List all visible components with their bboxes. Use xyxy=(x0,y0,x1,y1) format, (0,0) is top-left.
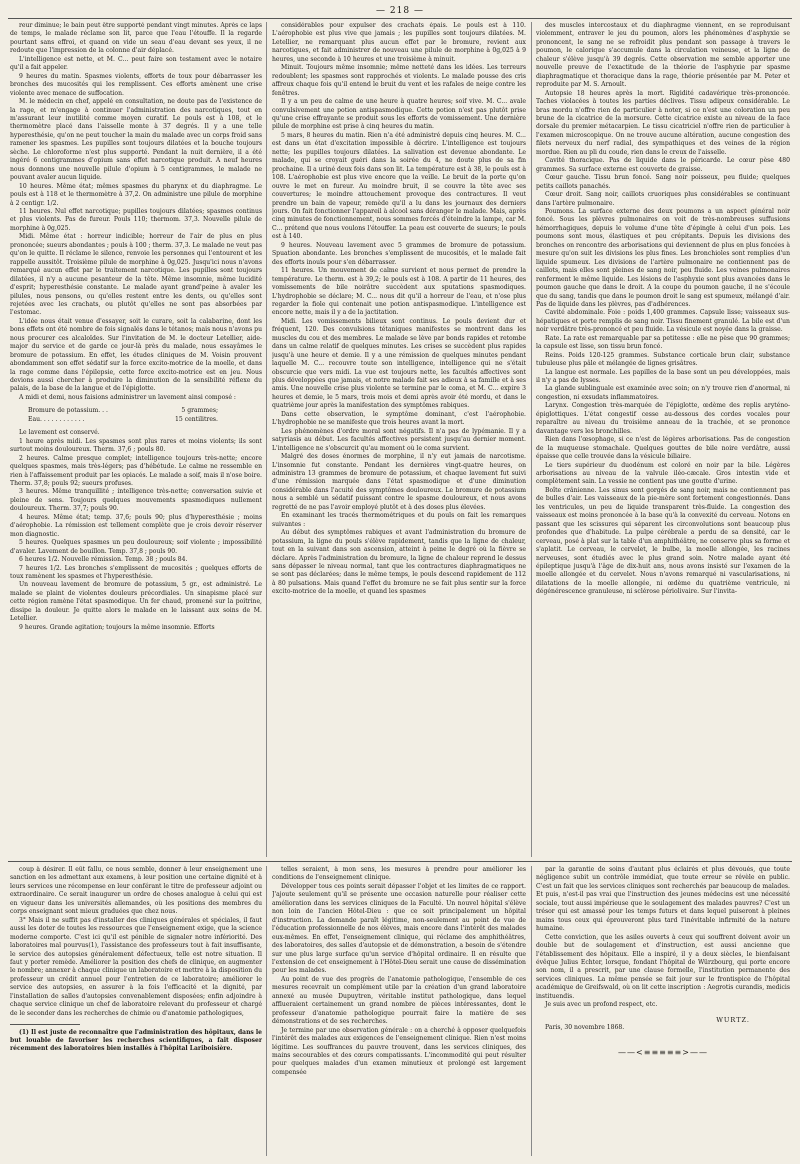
paragraph: des muscles intercostaux et du diaphragme viennent, en se reproduisant violemment, entraver le jeu du poumon, alors les phénomènes d'asphyxie se prononcent, le sang ne se refroidit plus pendant son passage à travers le poumon, le calorique s'accumule dans la circulation veineuse, et la ligne de chaleur s'élève jusqu'à 39 degrés. Cette observation me semble apporter une nouvelle preuve de l'exactitude de la théorie de l'asphyxie par spasme diaphragmatique et thoracique dans la rage, théorie présentée par M. Peter et reproduite par M. S. Arnoult. xyxy=(536,22,790,89)
paragraph: M. le médecin en chef, appelé en consultation, ne doute pas de l'existence de la rage, et m'engage à continuer l'administration des narcotiques, tout en m'assurant leur inutilité comme moyen curatif. Le pouls est à 108, et le thermomètre placé dans l'aisselle monte à 37 degrés. Il y a une telle hyperesthésie, qu'on ne peut toucher la main du malade avec un corps froid sans ramener les spasmes. Les pupilles sont toujours dilatées et la bouche toujours sèche. Le chloroforme n'est plus supporté. Pendant la nuit dernière, il a été ingéré 6 centigrammes d'opium sans effet narcotique produit. A neuf heures nous donnons une nouvelle pilule d'opium à 5 centigrammes, le malade ne pouvant avaler aucun liquide. xyxy=(10,98,262,182)
paragraph: Un nouveau lavement de bromure de potassium, 5 gr., est administré. Le malade se plaint de violentes douleurs précordiales. Un sinapisme placé sur cette région ramène l'état spasmodique. Un fer chaud, promené sur la poitrine, dissipe la douleur. Je quitte alors le malade en le laissant aux soins de M. Letellier. xyxy=(10,581,262,623)
paragraph: Malgré des doses énormes de morphine, il n'y eut jamais de narcotisme. L'insomnie fut constante. Pendant les dernières vingt-quatre heures, on administra 13 grammes de bromure de potassium, et chaque lavement fut suivi d'une rémission marquée dans l'état spasmodique et d'une diminution considérable dans l'acuité des symptômes douloureux. Le bromure de potassium nous a semblé un sédatif puissant contre le spasme douloureux, et nous avons regretté de ne pas l'avoir employé plutôt et à des doses plus élevées. xyxy=(272,453,526,511)
paragraph: Boîte crânienne. Les sinus sont gorgés de sang noir, mais ne contiennent pas de bulles d'air. Les vaisseaux de la pie-mère sont fortement congestionnés. Dans les ventricules, un peu de liquide transparent très-fluide. La congestion des vaisseaux est moins prononcée à la base qu'à la convexité du cerveau. Notons en passant que les scissures qui séparent les circonvolutions sont beaucoup plus profondes que d'habitude. La pulpe cérébrale a perdu de sa densité, car le cerveau, posé à plat sur la table d'un amphithéâtre, ne conserve plus sa forme et s'aplatit. Le cerveau, le cervelet, le bulbe, la moelle allongée, les racines nerveuses, sont étudiés avec le plus grand soin. Notre malade ayant été épileptique jusqu'à l'âge de dix-huit ans, nous avons insisté sur l'examen de la moelle allongée et du cervelet. Nous n'avons remarqué ni vascularisations, ni dilatations de la moelle allongée, ni œdème du quatrième ventricule, ni dégénérescence granuleuse, ni sclérose périolivaire. Sur l'invita- xyxy=(536,486,790,596)
paragraph: Minuit. Toujours même insomnie; même netteté dans les idées. Les terreurs redoublent; les spasmes sont rapprochés et violents. Le malade pousse des cris affreux chaque fois qu'il entend le bruit du vent et les rafales de neige contre les fenêtres. xyxy=(272,64,526,97)
paragraph: Il y a un peu de calme de une heure à quatre heures; soif vive. M. C... avale convulsivement une potion antispasmodique. Cette potion n'est pas plutôt prise qu'une crise effrayante se produit sous les efforts de vomissement. Une dernière pilule de morphine est prise à cinq heures du matin. xyxy=(272,98,526,131)
footnote-rule xyxy=(10,1024,80,1025)
paragraph: considérables pour expulser des crachats épais. Le pouls est à 110. L'aérophobie est plus vive que jamais ; les pupilles sont toujours dilatées. M. Letellier, ne remarquant plus aucun effet par le bromure, revient aux narcotiques, et fait administrer de nouveau une pilule de morphine à 0g,025 à 9 heures, une seconde à 10 heures et une troisième à minuit. xyxy=(272,22,526,63)
paragraph: Au point de vue des progrès de l'anatomie pathologique, l'ensemble de ces mesures recevrait un complément utile par la création d'un grand laboratoire annexé au musée Dupuytren, véritable institut pathologique, dans lequel afflueraient certainement un grand nombre de pièces intéressantes, dont le professeur d'anatomie pathologique pourrait faire la matière de ses démonstrations et de ses recherches. xyxy=(272,975,526,1026)
paragraph: Je suis avec un profond respect, etc. xyxy=(545,1001,658,1009)
paragraph: 5 mars, 8 heures du matin. Rien n'a été administré depuis cinq heures. M. C... est dans un état d'excitation impossible à décrire. L'intelligence est toujours nette; les pupilles toujours dilatées. La salivation est devenue abondante. Le malade, qui se croyait guéri dans la soirée du 4, ne doute plus de sa fin prochaine. Il a uriné deux fois dans son lit. La température est à 38, le pouls est à 108. L'aérophobie est plus vive encore que la veille. Le bruit de la porte qu'on ouvre le met en fureur. Au moindre bruit, il se couvre la tête avec ses couvertures; le moindre attouchement provoque des contractures. Il veut prendre un bain de vapeur, remède qu'il a lu dans les journaux des derniers jours. On fait fonctionner l'appareil à alcool sans déranger le malade. Mais, après cinq minutes de fonctionnement, nous sommes forcés d'éteindre la lampe, car M. C... prétend que nous voulons l'étouffer. La peau est couverte de sueurs; le pouls est à 140. xyxy=(272,131,526,241)
footnote: (1) Il est juste de reconnaître que l'administration des hôpitaux, dans le but louable de favoriser les recherches scientifiques, a fait disposer récemment des laboratoires bien installés à l'hôpital Lariboisière. xyxy=(10,1029,262,1053)
paragraph: Le tiers supérieur du duodénum est coloré en noir par la bile. Légères arborisations au niveau de la valvule iléo-cæcale. Gros intestin vide et complètement sain. La vessie ne contient pas une goutte d'urine. xyxy=(536,461,790,486)
paragraph: 2 heures. Calme presque complet; intelligence toujours très-nette; encore quelques spasmes, mais très-légers; pas d'hébétude. Le calme ne ressemble en rien à l'affaissement produit par les opiacés. Le malade a soif, mais il n'ose boire. Therm. 37,8; pouls 92; sueurs profuses. xyxy=(10,454,262,488)
header-rule xyxy=(8,18,792,19)
paragraph: 1 heure après midi. Les spasmes sont plus rares et moins violents; ils sont surtout moins douloureux. Therm. 37,6 ; pouls 80. xyxy=(10,437,262,454)
paragraph: Cœur droit. Sang noir, caillots cruoriques plus considérables se continuant dans l'artère pulmonaire. xyxy=(536,191,790,207)
section-rule xyxy=(8,861,792,862)
paragraph: 10 heures. Même état; mêmes spasmes du pharynx et du diaphragme. Le pouls est à 118 et le thermomètre à 37,2. On administre une pilule de morphine à 2 centigr. 1/2. xyxy=(10,182,262,207)
formula-ingredient: Bromure de potassium. . . xyxy=(28,407,108,415)
formula-amount: 15 centilitres. xyxy=(175,415,218,423)
paragraph: Cavité abdominale. Foie : poids 1,400 grammes. Capsule lisse; vaisseaux sus-hépatiques et porte remplis de sang noir. Tissu finement granulé. La bile est d'un noir verdâtre très-prononcé et peu fluide. La vésicule est noyée dans la graisse. xyxy=(536,309,790,334)
bottom-column-2 xyxy=(272,866,526,1156)
paragraph: 5 heures. Quelques spasmes un peu douloureux; soif violente ; impossibilité d'avaler. Lavement de bouillon. Temp. 37,8 ; pouls 90. xyxy=(10,539,262,555)
paragraph: reur diminue; le bain peut être supporté pendant vingt minutes. Après ce laps de temps, le malade réclame son lit, parce que l'eau l'étouffe. Il la regarde pourtant sans effroi, et quand on vide un seau d'eau devant ses yeux, il ne redoute que l'impression de la colonne d'air déplacé. xyxy=(10,22,262,55)
paragraph: 3 heures. Même tranquillité ; intelligence très-nette; conversation suivie et pleine de sens. Toujours quelques mouvements spasmodiques nullement douloureux. Therm. 37,7; pouls 90. xyxy=(10,488,262,513)
paragraph: 9 heures du matin. Spasmes violents, efforts de toux pour débarrasser les bronches des mucosités qui les remplissent. Ces efforts amènent une crise violente avec menace de suffocation. xyxy=(10,72,262,97)
paragraph: Développer tous ces points serait dépasser l'objet et les limites de ce rapport. J'ajoute seulement qu'il se présente une occasion naturelle pour réaliser cette amélioration dans les services cliniques de la Faculté. Un nouvel hôpital s'élève non loin de l'ancien Hôtel-Dieu : que ce soit principalement un hôpital d'instruction. La demande paraît légitime, non-seulement au point de vue de l'éducation professionnelle de nos élèves, mais encore dans l'intérêt des malades eux-mêmes. En effet, l'enseignement clinique, qui réclame des amphithéâtres, des laboratoires, des salles d'autopsie et de démonstration, a besoin de s'étendre sur une plus large surface qu'un service d'hôpital ordinaire. Il en résulte que l'extension de cet enseignement à l'Hôtel-Dieu serait une cause de dissémination pour les malades. xyxy=(272,882,526,975)
paragraph: Rate. La rate est remarquable par sa petitesse : elle ne pèse que 90 grammes; la capsule est lisse, son tissu brun foncé. xyxy=(536,334,790,351)
paragraph: Reins. Poids 120-125 grammes. Substance corticale brun clair, substance tubuleuse plus pâle et mélangée de lignes grisâtres. xyxy=(536,351,790,368)
bottom-column-3 xyxy=(536,866,790,1156)
column-1 xyxy=(10,22,262,857)
paragraph: 4 heures. Même état; temp. 37,6; pouls 90; plus d'hyperesthésie ; moins d'aérophobie. La rémission est tellement complète que je crois devoir réserver mon diagnostic. xyxy=(10,513,262,538)
paragraph: L'idée nous était venue d'essayer, soit le curare, soit la calabarine, dont les bons effets ont été nombre de fois signalés dans le tétanos; mais nous n'avons pu nous procurer ces alcaloïdes. Sur l'invitation de M. le docteur Letellier, aide-major du service et de garde ce jour-là près du malade, nous essayâmes le bromure de potassium. En effet, les études cliniques de M. Voisin prouvent abondamment son effet sédatif sur la force excito-motrice de la moelle, et dans la rage comme dans l'épilepsie, cette force excito-motrice est en jeu. Nous devions aussi chercher à produire la diminution de la sensibilité réflexe du palais, de la base de la langue et de l'épiglotte. xyxy=(10,317,262,393)
column-divider xyxy=(266,866,267,1156)
column-3 xyxy=(536,22,790,857)
paragraph: coup à désirer. Il eût fallu, ce nous semble, donner à leur enseignement une sanction en les admettant aux examens, à leur position une certaine dignité et à leurs services une récompense en leur conférant le titre de professeur adjoint ou extraordinaire. Ce serait inaugurer un ordre de choses analogue à celui qui est en vigueur dans les universités allemandes, où les positions des membres du corps enseignant sont mieux graduées que chez nous. xyxy=(10,866,262,916)
formula-ingredient: Eau. . . . . . . . . . . . xyxy=(28,415,85,423)
paragraph: par la garantie de soins d'autant plus éclairés et plus dévoués, que toute négligence subit un contrôle immédiat, que toute erreur se révèle en public. C'est un fait que les services cliniques sont recherchés par beaucoup de malades. Et puis, n'est-il pas vrai que l'instruction des jeunes médecins est une nécessité sociale, tout aussi impérieuse que le soulagement des malades pauvres? C'est un trésor qui est amassé pour les temps futurs et dans lequel puiseront à pleines mains tous ceux qui éprouveront plus tard l'inévitable infirmité de la nature humaine. xyxy=(536,866,790,933)
paragraph: 6 heures 1/2. Nouvelle rémission. Temp. 38 ; pouls 84. xyxy=(19,556,188,564)
ornament-divider: ——<≡≡≡≡≡>—— xyxy=(618,1047,708,1057)
paragraph: Larynx. Congestion très-marquée de l'épiglotte, œdème des replis aryténo-épiglottiques. L'état congestif cesse au-dessous des cordes vocales pour reparaître au niveau du troisième anneau de la trachée, et se prononce davantage vers les bronchilles. xyxy=(536,402,790,435)
paragraph: Autopsie 18 heures après la mort. Rigidité cadavérique très-prononcée. Taches violacées à toutes les parties déclives. Tissu adipeux considérable. Le bras mordu n'offre rien de particulier à noter, si ce n'est une coloration un peu brune de la cicatrice de la morsure. Cette cicatrice existe au niveau de la face dorsale du premier métacarpien. Le tissu cicatriciel n'offre rien de particulier à l'examen microscopique. On ne trouve aucune altération, aucune congestion des filets nerveux du nerf radial, des sympathiques et des veines de la région mordue. Rien au pli du coude, rien dans le creux de l'aisselle. xyxy=(536,89,790,156)
paragraph: Cœur gauche. Tissu brun foncé. Sang noir poisseux, peu fluide; quelques petits caillots panachés. xyxy=(536,174,790,190)
page-number: — 218 — xyxy=(376,6,424,16)
paragraph: Je termine par une observation générale : on a cherché à opposer quelquefois l'intérêt des malades aux exigences de l'enseignement clinique. Rien n'est moins légitime. Les souffrances du pauvre trouvent, dans les services cliniques, des mains secourables et des cœurs compatissants. L'incommodité qui peut résulter pour quelques malades d'un examen minutieux et prolongé est largement compensée xyxy=(272,1026,526,1076)
paragraph: 3° Mais il ne suffit pas d'installer des cliniques générales et spéciales, il faut aussi les doter de toutes les ressources que l'enseignement exige, que la science moderne comporte. C'est ici qu'il est pénible de signaler notre infériorité. Des laboratoires mal pourvus(1), l'assistance des professeurs tout à fait insuffisante, le service des autopsies généralement défectueux, telle est notre situation. Il faut y porter remède. Améliorer la position des chefs de clinique, en augmenter le nombre; annexer à chaque clinique un laboratoire et mettre à la disposition du professeur un crédit annuel pour l'entretien de ce laboratoire; améliorer le service des autopsies, en assurer à la fois l'efficacité et la dignité, par l'installation de salles d'autopsies convenablement disposées; enfin adjoindre à chaque service clinique un chef de laboratoire relevant du professeur et chargé de le seconder dans les recherches de chimie ou d'anatomie pathologiques, xyxy=(10,916,262,1017)
column-2 xyxy=(272,22,526,857)
paragraph: telles seraient, à mon sens, les mesures à prendre pour améliorer les conditions de l'enseignement clinique. xyxy=(272,866,526,882)
paragraph: 9 heures. Nouveau lavement avec 5 grammes de bromure de potassium. Spuation abondante. Les bronches s'emplissent de mucosités, et le malade fait des efforts inouïs pour s'en débarrasser. xyxy=(272,241,526,266)
paragraph: Cette conviction, que les asiles ouverts à ceux qui souffrent doivent avoir un double but de soulagement et d'instruction, est aussi ancienne que l'établissement des hôpitaux. Elle a inspiré, il y a deux siècles, le bienfaisant évêque Julius Echter, lorsque, fondant l'hôpital de Würzbourg, qui porte encore son nom, il a prescrit, par une clause formelle, l'institution permanente des services cliniques. La même pensée se fait jour sur le frontispice de l'hôpital académique de Greifswald, où on lit cette inscription : Aegrotis curandis, medicis instituendis. xyxy=(536,933,790,1000)
formula-amount: 5 grammes; xyxy=(181,407,218,415)
formula-row xyxy=(28,416,218,424)
paragraph: L'intelligence est nette, et M. C... peut faire son testament avec le notaire qu'il a fait appeler. xyxy=(10,55,262,72)
paragraph: Poumons. La surface externe des deux poumons a un aspect général noir foncé. Sous les plèvres pulmonaires on voit de très-nombreuses suffusions hémorrhagiques, depuis le volume d'une tête d'épingle à celui d'un pois. Les poumons sont mous, élastiques et peu crépitants. Depuis les divisions des bronches on rencontre des arborisations qui deviennent de plus en plus foncées à mesure qu'on suit les divisions les plus fines. Les bronchioles sont remplies d'un liquide spumeux. Les divisions de l'artère pulmonaire ne contiennent pas de caillots, mais elles sont pleines de sang noir, peu fluide. Les veines pulmonaires renferment le même liquide. Les lésions de l'asphyxie sont plus avancées dans le poumon gauche que dans le droit. A la coupe du poumon gauche, il ne s'écoule que du sang, tandis que dans le poumon droit le sang est spumeux, mélangé d'air. Pas de liquide dans les plèvres, pas d'adhérences. xyxy=(536,207,790,308)
paragraph: Rien dans l'œsophage, si ce n'est de légères arborisations. Pas de congestion de la muqueuse stomachale. Quelques gouttes de bile noire verdâtre, aussi épaisse que celle trouvée dans la vésicule biliaire. xyxy=(536,436,790,461)
column-divider xyxy=(531,866,532,1156)
column-divider xyxy=(266,22,267,857)
paragraph: La langue est normale. Les papilles de la base sont un peu développées, mais il n'y a pas de lysses. xyxy=(536,368,790,385)
paragraph: Midi. Les vomissements bilieux sont continus. Le pouls devient dur et fréquent, 120. Des convulsions tétaniques manifestes se montrent dans les muscles du cou et des membres. Le malade se lève par bonds rapides et retombe dans un calme relatif de quelques minutes. Les crises se succèdent plus rapides jusqu'à une heure et demie. Il y a une rémission de quelques minutes pendant laquelle M. C... recouvre toute son intelligence, intelligence qui ne s'était obscurcie que vers midi. La vue est toujours nette, les facultés affectives sont plus développées que jamais, et notre malade fait ses adieux à sa famille et à ses amis. Une nouvelle crise plus violente se termine par le coma, et M. C... expire 3 heures et demie, le 5 mars, trois mois et demi après avoir été mordu, et dans le quatrième jour après la manifestation des symptômes rabiques. xyxy=(272,317,526,410)
formula-table xyxy=(28,407,218,424)
paragraph: Dans cette observation, le symptôme dominant, c'est l'aérophobie. L'hydrophobie ne se manifeste que trois heures avant la mort. xyxy=(272,410,526,427)
paragraph: Midi. Même état : horreur indicible; horreur de l'air de plus en plus prononcée; sueurs abondantes ; pouls à 100 ; therm. 37,3. Le malade ne veut pas qu'on le quitte. Il réclame le silence, renvoie les personnes qui l'entourent et les rappelle aussitôt. Troisième pilule de morphine à 0g,025. Jusqu'ici nous n'avons remarqué aucun effet par le traitement narcotique. Les pupilles sont toujours dilatées, il n'y a aucune pesanteur de la tête. Même insomnie, même lucidité d'esprit; hyperesthésie constante. Le malade ayant grand'peine à avaler les pilules, nous pensons, ou qu'elles restent entre les dents, ou qu'elles sont rejetées avec les crachats, ou plutôt qu'elles ne sont pas absorbées par l'estomac. xyxy=(10,233,262,317)
paragraph: En examinant les tracés thermométriques et du pouls on fait les remarques suivantes : xyxy=(272,512,526,528)
signature: WURTZ. xyxy=(716,1015,750,1024)
paragraph: 11 heures. Un mouvement de calme survient et nous permet de prendre la température. Le therm. est à 39,2; le pouls est à 108. A partir de 11 heures, des vomissements de bile noirâtre succèdent aux sputations spasmodiques. L'hydrophobie se déclare; M. C... nous dit qu'il a horreur de l'eau, et n'ose plus regarder la fiole qui contenait une potion antispasmodique. L'intelligence est encore nette, mais il y a de la jactitation. xyxy=(272,267,526,317)
paragraph: 11 heures. Nul effet narcotique; pupilles toujours dilatées; spasmes continus et plus violents. Pas de fureur. Pouls 110; thermom. 37,3. Nouvelle pilule de morphine à 0g,025. xyxy=(10,207,262,232)
formula-row xyxy=(28,407,218,415)
paragraph: A midi et demi, nous faisions administrer un lavement ainsi composé : xyxy=(19,393,236,401)
bottom-column-1 xyxy=(10,866,262,1156)
paragraph: 9 heures. Grande agitation; toujours la même insomnie. Efforts xyxy=(19,623,215,631)
column-divider xyxy=(531,22,532,857)
paragraph: 7 heures 1/2. Les bronches s'emplissent de mucosités ; quelques efforts de toux ramènent les spasmes et l'hyperesthésie. xyxy=(10,564,262,580)
paragraph: Le lavement est conservé. xyxy=(19,429,100,437)
paragraph: Au début des symptômes rabiques et avant l'administration du bromure de potassium, la ligne du pouls s'élève rapidement, tandis que la ligne de chaleur, tout en la suivant dans son ascension, atteint à peine le degré où la fièvre se déclare. Après l'administration du bromure, la ligne de chaleur reprend le dessus sans dépasser le niveau normal, tant que les contractures diaphragmatiques ne se sont pas déclarées; dans le même temps, le pouls descend rapidement de 112 à 80 pulsations. Mais quand l'effet du bromure ne se fait plus sentir sur la force excito-motrice de la moelle, et quand les spasmes xyxy=(272,529,526,596)
paragraph: Cavité thoracique. Pas de liquide dans le péricarde. Le cœur pèse 480 grammes. Sa surface externe est couverte de graisse. xyxy=(536,157,790,173)
paragraph: Les phénomènes d'ordre moral sont négatifs. Il n'a pas de lypémanie. Il y a satyriasis au début. Les facultés affectives persistent jusqu'au dernier moment. L'intelligence ne s'obscurcit qu'au moment où le coma survient. xyxy=(272,427,526,452)
paragraph: La glande sublinguale est examinée avec soin; on n'y trouve rien d'anormal, ni congestion, ni exsudats inflammatoires. xyxy=(536,385,790,401)
dateline: Paris, 30 novembre 1868. xyxy=(545,1024,625,1032)
